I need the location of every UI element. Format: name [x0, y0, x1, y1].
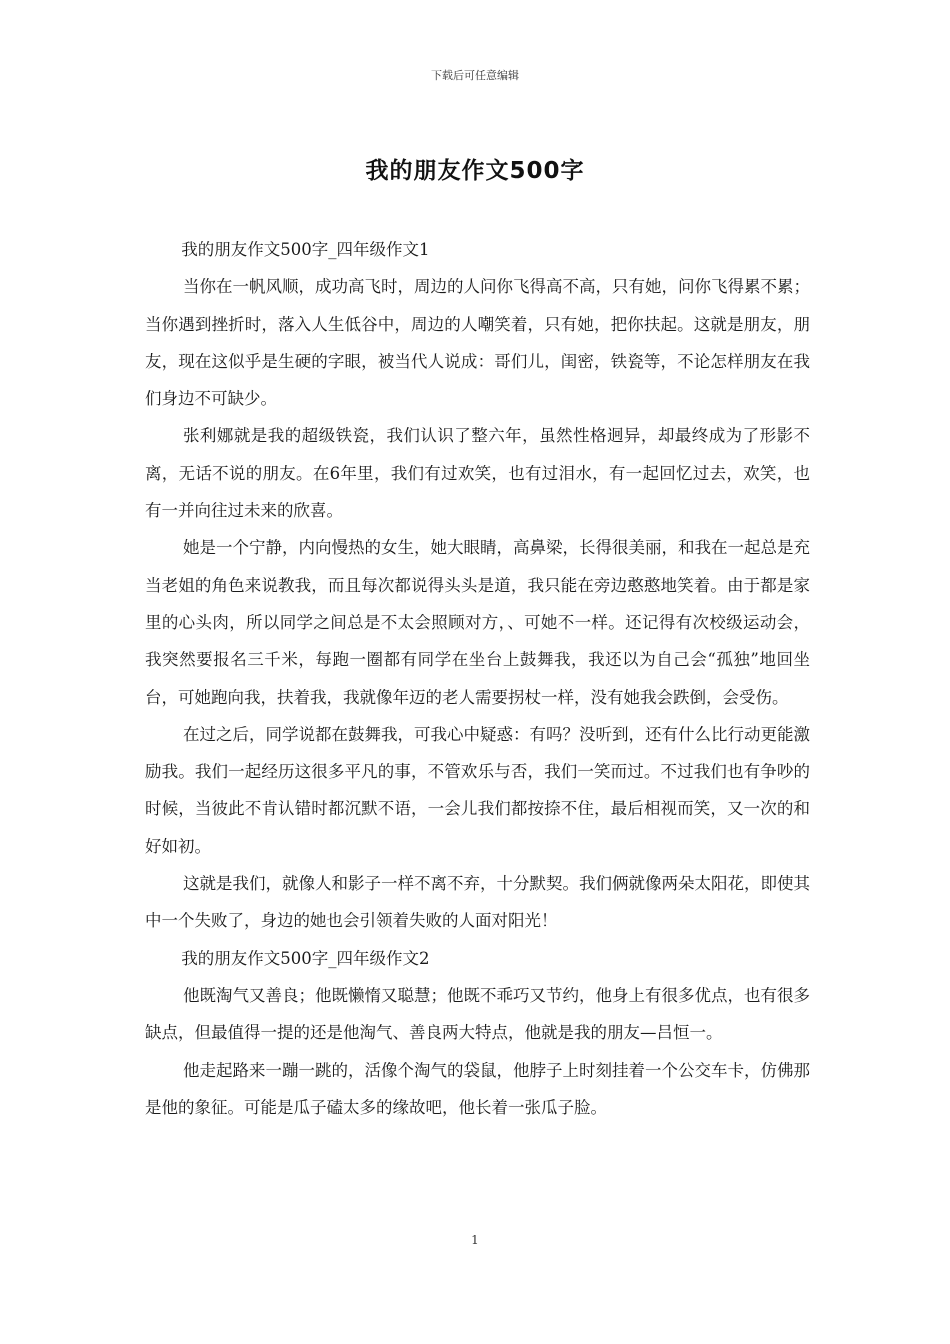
- body-paragraph: 当你在一帆风顺，成功高飞时，周边的人问你飞得高不高，只有她，问你飞得累不累；当你遇到挫折时，落入人生低谷中，周边的人嘲笑着，只有她，把你扶起。这就是朋友，朋友，现在这似乎是生硬的字眼，被当代人说成：哥们儿，闺密，铁瓷等，不论怎样朋友在我们身边不可缺少。: [145, 277, 810, 409]
- body-paragraph: 她是一个宁静，内向慢热的女生，她大眼睛，高鼻梁，长得很美丽，和我在一起总是充当老姐的角色来说教我，而且每次都说得头头是道，我只能在旁边憨憨地笑着。由于都是家里的心头肉，所以同学之间总是不太会照顾对方，、可她不一样。还记得有次校级运动会，我突然要报名三千米，每跑一圈都有同学在坐台上鼓舞我，我还以为自己会“孤独”地回坐台，可她跑向我，扶着我，我就像年迈的老人需要拐杖一样，没有她我会跌倒，会受伤。: [145, 538, 810, 707]
- body-paragraph: 他既淘气又善良；他既懒惰又聪慧；他既不乖巧又节约，他身上有很多优点，也有很多缺点，但最值得一提的还是他淘气、善良两大特点，他就是我的朋友—吕恒一。: [145, 985, 810, 1043]
- body-paragraph: 在过之后，同学说都在鼓舞我，可我心中疑惑：有吗？没听到，还有什么比行动更能激励我。我们一起经历这很多平凡的事，不管欢乐与否，我们一笑而过。不过我们也有争吵的时候，当彼此不肯认错时都沉默不语，一会儿我们都按捺不住，最后相视而笑，又一次的和好如初。: [145, 724, 810, 856]
- document-title: 我的朋友作文500字: [365, 158, 585, 184]
- document-body: [145, 231, 810, 1126]
- page-number: 1: [471, 1233, 479, 1247]
- body-paragraph: 这就是我们，就像人和影子一样不离不弃，十分默契。我们俩就像两朵太阳花，即使其中一个失败了，身边的她也会引领着失败的人面对阳光！: [145, 874, 810, 931]
- body-paragraph: 张利娜就是我的超级铁瓷，我们认识了整六年，虽然性格迥异，却最终成为了形影不离，无话不说的朋友。在6年里，我们有过欢笑，也有过泪水，有一起回忆过去，欢笑，也有一并向往过未来的欣喜。: [145, 426, 810, 521]
- section-subheading: 我的朋友作文500字_四年级作文2: [181, 948, 430, 968]
- body-paragraph: 他走起路来一蹦一跳的，活像个淘气的袋鼠，他脖子上时刻挂着一个公交车卡，仿佛那是他的象征。可能是瓜子磕太多的缘故吧，他长着一张瓜子脸。: [145, 1060, 810, 1117]
- page-header: 下载后可任意编辑: [431, 69, 519, 82]
- section-subheading: 我的朋友作文500字_四年级作文1: [181, 240, 430, 259]
